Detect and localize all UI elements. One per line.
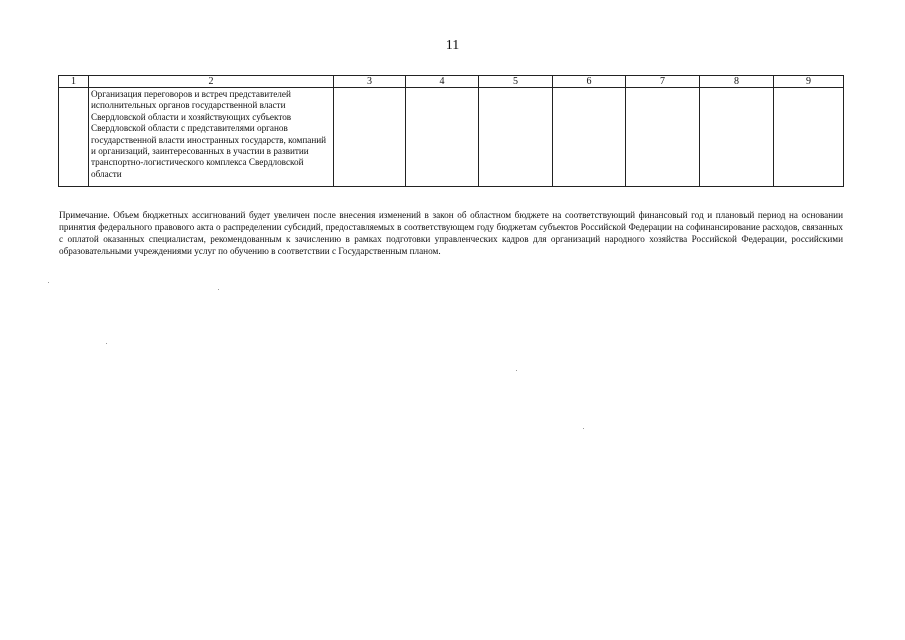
scan-speck [48, 282, 49, 283]
column-header-1: 1 [59, 76, 89, 88]
column-header-8: 8 [700, 76, 774, 88]
table-cell-col8 [700, 88, 774, 187]
scan-speck [218, 289, 219, 290]
column-header-7: 7 [626, 76, 700, 88]
table-cell-col5 [479, 88, 553, 187]
scan-speck [106, 343, 107, 344]
table-cell-col3 [334, 88, 406, 187]
table-cell-number [59, 88, 89, 187]
table-cell-col9 [774, 88, 844, 187]
page-number: 11 [445, 38, 460, 53]
column-header-4: 4 [406, 76, 479, 88]
table-cell-col4 [406, 88, 479, 187]
scan-speck [583, 428, 584, 429]
scan-speck [516, 370, 517, 371]
table-cell-description: Организация переговоров и встреч представителей исполнительных органов государственной власти Свердловской области и хозяйствующих субъектов Свердловской области с представителями органов государственной власти иностранных государств, компаний и организаций, заинтересованных в участии в развитии транспортно-логистического комплекса Свердловской области [89, 88, 334, 187]
footnote: Примечание. Объем бюджетных ассигнований будет увеличен после внесения изменений в закон об областном бюджете на соответствующий финансовый год и плановый период на основании принятия федерального правового акта о распределении субсидий, предоставляемых в соответствующем году бюджетам субъектов Российской Федерации на софинансирование расходов, связанных с оплатой оказанных специалистам, рекомендованным к зачислению в рамках подготовки управленческих кадров для организаций народного хозяйства Российской Федерации, российскими образовательными учреждениями услуг по обучению в соответствии с Государственным планом. [59, 210, 843, 256]
column-header-5: 5 [479, 76, 553, 88]
column-header-6: 6 [553, 76, 626, 88]
column-header-9: 9 [774, 76, 844, 88]
table-cell-col6 [553, 88, 626, 187]
budget-table [58, 75, 844, 187]
table-cell-col7 [626, 88, 700, 187]
column-header-3: 3 [334, 76, 406, 88]
table-header-row [59, 76, 844, 88]
column-header-2: 2 [89, 76, 334, 88]
table-row [59, 88, 844, 187]
